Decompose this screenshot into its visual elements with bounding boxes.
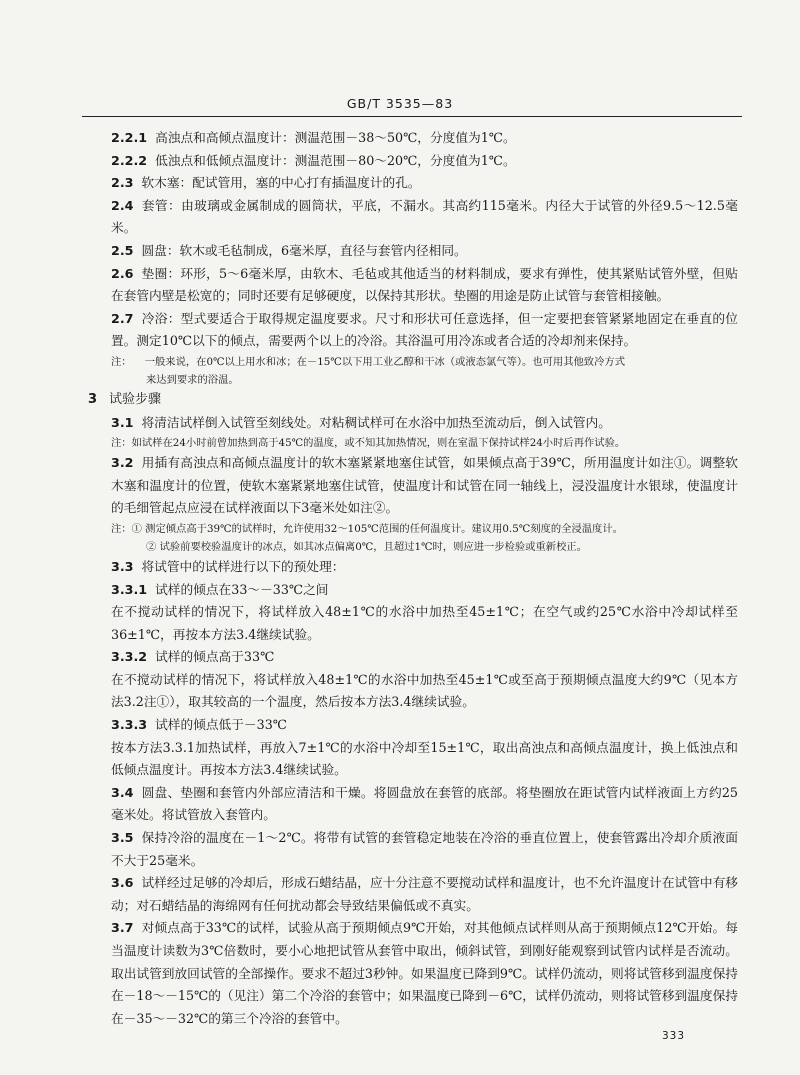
item-3-4: 3.4 圆盘、垫圈和套管内外部应清洁和干燥。将圆盘放在套管的底部。将垫圈放在距试管内试样液面上方约25毫米处。将试管放入套管内。 (111, 784, 738, 823)
item-3-3: 3.3 将试管中的试样进行以下的预处理： (111, 558, 345, 574)
item-3-1: 3.1 将清洁试样倒入试管至刻线处。对粘稠试样可在水浴中加热至流动后，倒入试管内。 (111, 414, 611, 430)
note-3-1: 注：如试样在24小时前曾加热到高于45℃的温度，或不知其加热情况，则在室温下保持试样24小时后再作试验。 (111, 437, 626, 450)
item-2-3: 2.3 软木塞：配试管用，塞的中心打有插温度计的孔。 (111, 175, 421, 191)
note-3-2-2: ② 试验前要校验温度计的冰点，如其冰点偏离0℃，且超过1℃时，则应进一步检验或重新校正。 (146, 540, 587, 553)
item-3-3-2-body: 在不搅动试样的情况下，将试样放入48±1℃的水浴中加热至45±1℃或至高于预期倾点温度大约9℃（见本方法3.2注①），取其较高的一个温度，然后按本方法3.4继续试验。 (111, 671, 738, 710)
item-2-5: 2.5 圆盘：软木或毛毡制成，6毫米厚，直径与套管内径相同。 (111, 242, 467, 258)
page-number: 333 (662, 1030, 686, 1042)
item-3-6: 3.6 试样经过足够的冷却后，形成石蜡结晶，应十分注意不要搅动试样和温度计，也不允许温度计在试管中有移动；对石蜡结晶的海绵网有任何扰动都会导致结果偏低或不真实。 (111, 875, 738, 913)
item-2-2-2: 2.2.2 低浊点和低倾点温度计：测温范围－80～20℃，分度值为1℃。 (111, 152, 516, 168)
item-2-6: 2.6 垫圈：环形，5～6毫米厚，由软木、毛毡或其他适当的材料制成，要求有弹性，使其紧贴试管外壁，但贴在套管内壁是松宽的；同时还要有足够硬度，以保持其形状。垫圈的用途是防止试管与套管相接触。 (111, 265, 738, 304)
note-2-7: 注： 一般来说，在0℃以上用水和冰；在－15℃以下用工业乙醇和干冰（或液态氯气等）。也可用其他致冷方式 (111, 355, 625, 368)
section-2-items (88, 127, 738, 353)
item-3-3-3-body: 按本方法3.3.1加热试样，再放入7±1℃的水浴中冷却至15±1℃，取出高浊点和高倾点温度计，换上低浊点和低倾点温度计。再按本方法3.4继续试验。 (111, 739, 738, 778)
item-3-7: 3.7 对倾点高于33℃的试样，试验从高于预期倾点9℃开始，对其他倾点试样则从高于预期倾点12℃开始。每当温度计读数为3℃倍数时，要小心地把试管从套管中取出，倾斜试管，到刚好能观察到试管内试样是否流动。取出试管到放回试管的全部操作。要求不超过3秒钟。如果温度已降到9℃。试样仍流动，则将试管移到温度保持在－18～－15℃的（见注）第二个冷浴的套管中；如果温度已降到－6℃，试样仍流动，则将试管移到温度保持在－35～－32℃的第三个冷浴的套管中。 (111, 920, 738, 1026)
item-3-3-3: 3.3.3 试样的倾点低于－33℃ (111, 717, 287, 733)
section-3-heading: 3 试验步骤 (88, 391, 162, 407)
item-3-3-1-body: 在不搅动试样的情况下，将试样放入48±1℃的水浴中加热至45±1℃；在空气或约25℃水浴中冷却试样至36±1℃，再按本方法3.4继续试验。 (111, 604, 738, 642)
note-3-2-1: 注：① 测定倾点高于39℃的试样时，允许使用32～105℃范围的任何温度计。建议用0.5℃刻度的全浸温度计。 (111, 522, 623, 535)
item-3-3-2: 3.3.2 试样的倾点高于33℃ (111, 649, 275, 665)
item-3-2: 3.2 用插有高浊点和高倾点温度计的软木塞紧紧地塞住试管，如果倾点高于39℃，所用温度计如注①。调整软木塞和温度计的位置，使软木塞紧紧地塞住试管，使温度计和试管在同一轴线上，浸没温度计水银球，使温度计的毛细管起点应浸在试样液面以下3毫米处如注②。 (111, 455, 738, 516)
item-3-5: 3.5 保持冷浴的温度在－1～2℃。将带有试管的套管稳定地装在冷浴的垂直位置上，使套管露出冷却介质液面不大于25毫米。 (111, 830, 738, 868)
item-3-3-1: 3.3.1 试样的倾点在33～－33℃之间 (111, 581, 329, 597)
header-rule (82, 116, 742, 117)
item-2-7: 2.7 冷浴：型式要适合于取得规定温度要求。尺寸和形状可任意选择，但一定要把套管紧紧地固定在垂直的位置。测定10℃以下的倾点，需要两个以上的冷浴。其浴温可用冷冻或者合适的冷却剂来保持。 (111, 310, 738, 349)
item-2-4: 2.4 套管：由玻璃或金属制成的圆筒状，平底，不漏水。其高约115毫米。内径大于试管的外径9.5～12.5毫米。 (111, 197, 738, 236)
document-body (88, 127, 738, 1030)
item-2-2-1: 2.2.1 高浊点和高倾点温度计：测温范围－38～50℃，分度值为1℃。 (111, 130, 516, 145)
page-header: GB/T 3535—83 (346, 96, 454, 111)
note-2-7-cont: 来达到要求的浴温。 (146, 373, 239, 386)
